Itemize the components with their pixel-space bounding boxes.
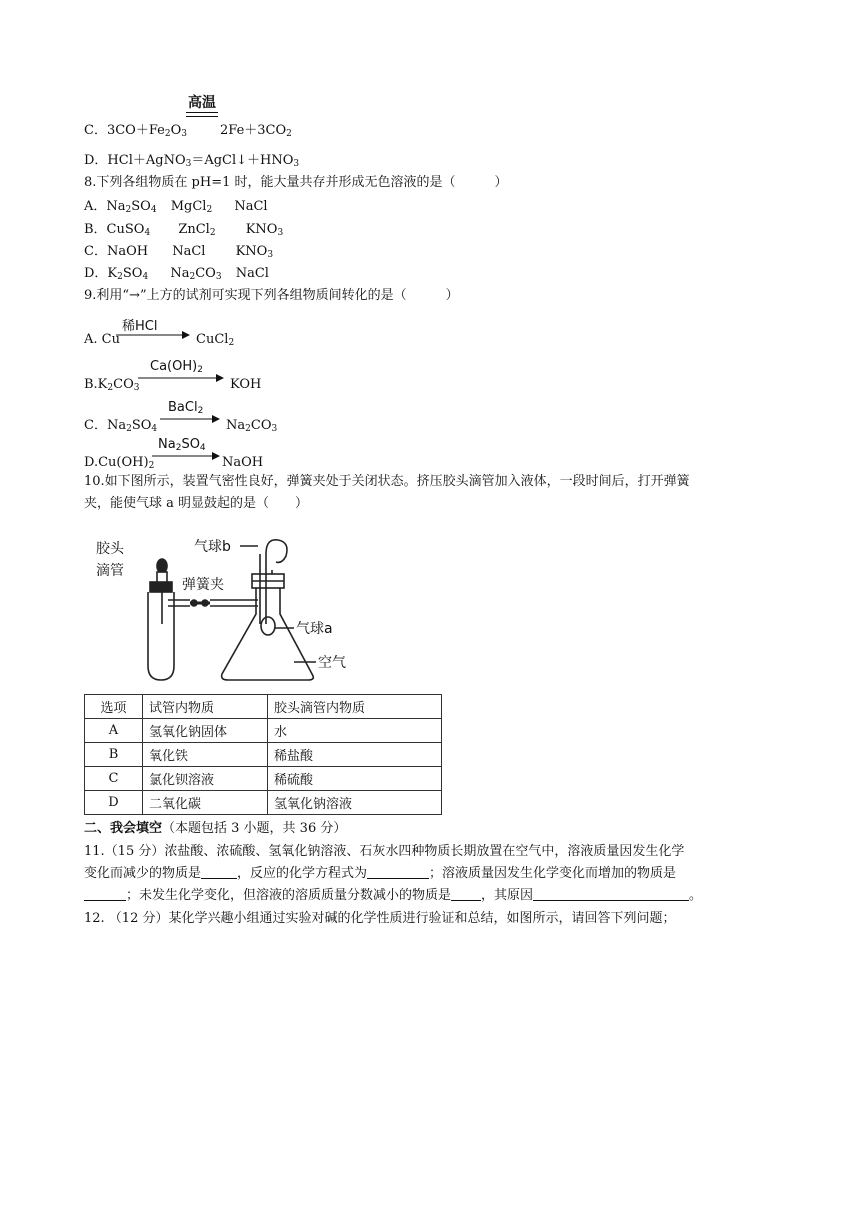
table-cell: 二氧化碳 — [143, 791, 268, 815]
air-label: 空气 — [318, 655, 346, 671]
table-cell: C — [85, 767, 143, 791]
answer-blank[interactable] — [84, 888, 126, 901]
table-cell: 氯化钡溶液 — [143, 767, 268, 791]
table-header-row — [85, 695, 442, 719]
q9-a-left: A. Cu — [84, 332, 120, 347]
reaction-arrow-icon — [152, 451, 220, 461]
table-row — [85, 743, 442, 767]
balloon-b-label: 气球b — [194, 539, 231, 555]
table-cell: D — [85, 791, 143, 815]
table-row — [85, 791, 442, 815]
question-12: 12. （12 分）某化学兴趣小组通过实验对碱的化学性质进行验证和总结，如图所示，请回答下列问题； — [84, 911, 676, 926]
condition-double-line — [186, 112, 218, 117]
table-row — [85, 767, 442, 791]
answer-blank[interactable] — [201, 866, 237, 879]
q8-option-a: A．$Na_2SO_4$ MgCl$_2$ NaCl — [84, 199, 268, 215]
q9-d-reagent: $Na_2SO_4$ — [158, 437, 206, 453]
question-10-stem-2: 夹，能使气球 a 明显鼓起的是（ ） — [84, 496, 309, 511]
q9-a-reagent: 稀HCl — [122, 319, 158, 334]
question-11-line-2: 变化而减少的物质是 ，反应的化学方程式为 ；溶液质量因发生化学变化而增加的物质是 — [84, 866, 677, 881]
q9-b-reagent: $Ca(OH)_2$ — [150, 359, 203, 375]
question-10-stem-1: 10.如下图所示，装置气密性良好，弹簧夹处于关闭状态。挤压胶头滴管加入液体，一段时间后，打开弹簧 — [84, 474, 690, 489]
table-cell: 水 — [268, 719, 442, 743]
table-cell: 氢氧化钠溶液 — [268, 791, 442, 815]
q8-option-d: D．$K_2SO_4$ $Na_2CO_3$ NaCl — [84, 266, 269, 282]
table-row — [85, 719, 442, 743]
q9-c-reagent: BaCl$_2$ — [168, 400, 204, 416]
table-header-cell: 胶头滴管内物质 — [268, 695, 442, 719]
reaction-arrow-icon — [160, 414, 220, 424]
q9-a-right: CuCl$_2$ — [196, 332, 235, 348]
options-table — [84, 694, 442, 815]
balloon-a-label: 气球a — [296, 621, 333, 637]
q9-b-left: $B.K_2CO_3$ — [84, 377, 140, 393]
question-11-line-3: ；未发生化学变化，但溶液的溶质质量分数减小的物质是 ，其原因 。 — [84, 887, 702, 905]
q8-option-b: B．CuSO$_4$ ZnCl$_2$ $KNO_3$ — [84, 222, 284, 238]
q9-d-left: $D.Cu(OH)_2$ — [84, 455, 155, 471]
answer-blank[interactable] — [367, 866, 429, 879]
q9-c-left: C．$Na_2SO_4$ — [84, 418, 158, 434]
table-header-cell: 选项 — [85, 695, 143, 719]
table-cell: B — [85, 743, 143, 767]
section-2-heading: 二、我会填空（本题包括 3 小题，共 36 分） — [84, 821, 347, 836]
clamp-label: 弹簧夹 — [182, 577, 224, 593]
apparatus-figure — [90, 534, 380, 684]
table-header-cell: 试管内物质 — [143, 695, 268, 719]
table-cell: 氧化铁 — [143, 743, 268, 767]
answer-blank[interactable] — [451, 888, 481, 901]
dropper-label-line-2: 滴管 — [96, 563, 124, 579]
dropper-label-line-1: 胶头 — [96, 541, 124, 557]
option-d-equation: D．$HCl+AgNO_3=AgCl↓+HNO_3$ — [84, 153, 300, 169]
table-cell: A — [85, 719, 143, 743]
reaction-arrow-icon — [116, 330, 190, 340]
reaction-condition: 高温 — [188, 95, 216, 111]
table-cell: 氢氧化钠固体 — [143, 719, 268, 743]
reaction-arrow-icon — [138, 373, 224, 383]
answer-blank[interactable] — [533, 888, 689, 901]
q9-d-right: NaOH — [222, 455, 264, 470]
option-c-products: $2Fe+3CO_2$ — [220, 123, 292, 139]
question-9-stem: 9.利用“→”上方的试剂可实现下列各组物质间转化的是（ ） — [84, 288, 459, 303]
q9-c-right: $Na_2CO_3$ — [226, 418, 278, 434]
question-11-line-1: 11.（15 分）浓盐酸、浓硫酸、氢氧化钠溶液、石灰水四种物质长期放置在空气中，溶液质量因发生化学 — [84, 844, 685, 859]
table-cell: 稀盐酸 — [268, 743, 442, 767]
table-cell: 稀硫酸 — [268, 767, 442, 791]
question-8-stem: 8.下列各组物质在 pH=1 时，能大量共存并形成无色溶液的是（ ） — [84, 175, 508, 190]
q8-option-c: C．NaOH NaCl $KNO_3$ — [84, 244, 274, 260]
q9-b-right: KOH — [230, 377, 262, 392]
option-c-equation: C．$3CO+Fe_2O_3$ — [84, 123, 187, 139]
